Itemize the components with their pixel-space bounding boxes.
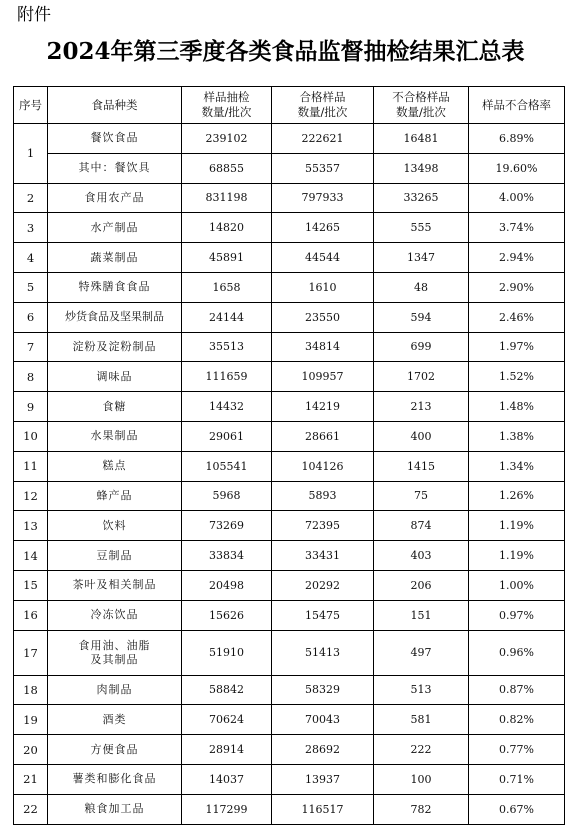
table-row — [14, 705, 565, 735]
row-unqualified: 33265 — [374, 183, 469, 213]
table-row — [14, 451, 565, 481]
table-row — [14, 600, 565, 630]
row-sampled: 29061 — [182, 421, 272, 451]
row-rate: 1.00% — [469, 570, 565, 600]
row-qualified: 33431 — [272, 541, 374, 571]
row-category: 水产制品 — [48, 213, 182, 243]
row-qualified: 44544 — [272, 243, 374, 273]
row-unqualified: 874 — [374, 511, 469, 541]
row-sampled: 51910 — [182, 630, 272, 675]
row-category-line-2: 及其制品 — [90, 652, 139, 666]
row-rate: 1.52% — [469, 362, 565, 392]
row-unqualified: 403 — [374, 541, 469, 571]
table-row — [14, 332, 565, 362]
row-unqualified: 206 — [374, 570, 469, 600]
row-unqualified: 75 — [374, 481, 469, 511]
row-qualified: 14265 — [272, 213, 374, 243]
row-sampled: 105541 — [182, 451, 272, 481]
row-sampled: 24144 — [182, 302, 272, 332]
table-row — [14, 183, 565, 213]
row-index: 2 — [14, 183, 48, 213]
row-index: 11 — [14, 451, 48, 481]
row-rate: 0.71% — [469, 764, 565, 794]
header-sampled-line-2: 数量/批次 — [201, 105, 252, 119]
row-sampled: 5968 — [182, 481, 272, 511]
table-row — [14, 272, 565, 302]
header-category: 食品种类 — [48, 87, 182, 124]
row-sampled: 14432 — [182, 392, 272, 422]
row-sampled: 28914 — [182, 735, 272, 765]
row-index: 4 — [14, 243, 48, 273]
row-unqualified: 48 — [374, 272, 469, 302]
row-index: 3 — [14, 213, 48, 243]
row-qualified: 116517 — [272, 794, 374, 824]
table-row — [14, 570, 565, 600]
row-unqualified: 100 — [374, 764, 469, 794]
table-row — [14, 735, 565, 765]
row-unqualified: 782 — [374, 794, 469, 824]
row-category: 其中：餐饮具 — [48, 153, 182, 183]
row-qualified: 51413 — [272, 630, 374, 675]
row-index: 12 — [14, 481, 48, 511]
table-row — [14, 630, 565, 675]
row-category: 薯类和膨化食品 — [48, 764, 182, 794]
row-qualified: 58329 — [272, 675, 374, 705]
row-rate: 4.00% — [469, 183, 565, 213]
row-sampled: 14037 — [182, 764, 272, 794]
header-index: 序号 — [14, 87, 48, 124]
row-category: 粮食加工品 — [48, 794, 182, 824]
row-index: 1 — [14, 124, 48, 184]
row-category: 食糖 — [48, 392, 182, 422]
row-sampled: 1658 — [182, 272, 272, 302]
row-index: 19 — [14, 705, 48, 735]
row-sampled: 20498 — [182, 570, 272, 600]
header-qualified — [272, 87, 374, 124]
row-sampled: 58842 — [182, 675, 272, 705]
row-category: 饮料 — [48, 511, 182, 541]
header-qualified-line-1: 合格样品 — [299, 90, 346, 104]
row-index: 15 — [14, 570, 48, 600]
row-category-line-1: 食用油、油脂 — [78, 638, 151, 652]
row-category: 食用农产品 — [48, 183, 182, 213]
row-category: 淀粉及淀粉制品 — [48, 332, 182, 362]
row-sampled: 111659 — [182, 362, 272, 392]
row-category: 方便食品 — [48, 735, 182, 765]
table-row — [14, 511, 565, 541]
table-row — [14, 392, 565, 422]
row-rate: 0.96% — [469, 630, 565, 675]
header-unqualified-line-1: 不合格样品 — [392, 90, 450, 104]
row-sampled: 70624 — [182, 705, 272, 735]
header-sampled-line-1: 样品抽检 — [203, 90, 250, 104]
row-category: 餐饮食品 — [48, 124, 182, 154]
row-index: 21 — [14, 764, 48, 794]
row-rate: 2.46% — [469, 302, 565, 332]
row-unqualified: 1347 — [374, 243, 469, 273]
row-qualified: 104126 — [272, 451, 374, 481]
row-index: 22 — [14, 794, 48, 824]
row-unqualified: 151 — [374, 600, 469, 630]
row-index: 17 — [14, 630, 48, 675]
row-qualified: 14219 — [272, 392, 374, 422]
row-sampled: 239102 — [182, 124, 272, 154]
table-row — [14, 243, 565, 273]
row-sampled: 15626 — [182, 600, 272, 630]
table-row — [14, 481, 565, 511]
row-sampled: 35513 — [182, 332, 272, 362]
table-row — [14, 362, 565, 392]
row-category: 豆制品 — [48, 541, 182, 571]
row-index: 20 — [14, 735, 48, 765]
row-qualified: 23550 — [272, 302, 374, 332]
row-index: 14 — [14, 541, 48, 571]
row-unqualified: 13498 — [374, 153, 469, 183]
table-row — [14, 302, 565, 332]
row-unqualified: 213 — [374, 392, 469, 422]
row-category: 蜂产品 — [48, 481, 182, 511]
row-qualified: 72395 — [272, 511, 374, 541]
row-rate: 1.38% — [469, 421, 565, 451]
row-rate: 6.89% — [469, 124, 565, 154]
row-rate: 2.94% — [469, 243, 565, 273]
row-unqualified: 1702 — [374, 362, 469, 392]
inspection-summary-table — [13, 86, 565, 825]
row-qualified: 28661 — [272, 421, 374, 451]
row-index: 8 — [14, 362, 48, 392]
row-rate: 1.34% — [469, 451, 565, 481]
row-sampled: 73269 — [182, 511, 272, 541]
row-index: 10 — [14, 421, 48, 451]
row-category: 特殊膳食食品 — [48, 272, 182, 302]
row-unqualified: 594 — [374, 302, 469, 332]
row-sampled: 14820 — [182, 213, 272, 243]
header-rate: 样品不合格率 — [469, 87, 565, 124]
page-title: 2024年第三季度各类食品监督抽检结果汇总表 — [46, 38, 525, 65]
header-unqualified-line-2: 数量/批次 — [396, 105, 446, 119]
table-row — [14, 213, 565, 243]
row-unqualified: 1415 — [374, 451, 469, 481]
row-rate: 0.82% — [469, 705, 565, 735]
row-sampled: 33834 — [182, 541, 272, 571]
header-sampled — [182, 87, 272, 124]
row-index: 16 — [14, 600, 48, 630]
row-category — [48, 630, 182, 675]
row-qualified: 5893 — [272, 481, 374, 511]
row-category: 糕点 — [48, 451, 182, 481]
row-rate: 0.97% — [469, 600, 565, 630]
row-unqualified: 581 — [374, 705, 469, 735]
table-header-row — [14, 87, 565, 124]
row-category: 调味品 — [48, 362, 182, 392]
row-index: 5 — [14, 272, 48, 302]
row-qualified: 109957 — [272, 362, 374, 392]
row-category: 蔬菜制品 — [48, 243, 182, 273]
table-row — [14, 124, 565, 154]
row-category: 茶叶及相关制品 — [48, 570, 182, 600]
row-qualified: 15475 — [272, 600, 374, 630]
row-unqualified: 400 — [374, 421, 469, 451]
attachment-label: 附件 — [17, 5, 51, 25]
row-rate: 2.90% — [469, 272, 565, 302]
row-unqualified: 699 — [374, 332, 469, 362]
row-rate: 1.19% — [469, 511, 565, 541]
row-unqualified: 497 — [374, 630, 469, 675]
row-sampled: 831198 — [182, 183, 272, 213]
table-row — [14, 675, 565, 705]
row-qualified: 55357 — [272, 153, 374, 183]
table-row — [14, 153, 565, 183]
row-sampled: 45891 — [182, 243, 272, 273]
row-unqualified: 513 — [374, 675, 469, 705]
table-row — [14, 794, 565, 824]
row-rate: 0.77% — [469, 735, 565, 765]
table-row — [14, 541, 565, 571]
row-category: 酒类 — [48, 705, 182, 735]
row-rate: 19.60% — [469, 153, 565, 183]
row-category: 水果制品 — [48, 421, 182, 451]
row-unqualified: 222 — [374, 735, 469, 765]
table-row — [14, 421, 565, 451]
row-qualified: 222621 — [272, 124, 374, 154]
row-qualified: 28692 — [272, 735, 374, 765]
row-category: 肉制品 — [48, 675, 182, 705]
row-qualified: 13937 — [272, 764, 374, 794]
row-rate: 1.26% — [469, 481, 565, 511]
row-index: 13 — [14, 511, 48, 541]
row-category: 炒货食品及坚果制品 — [48, 302, 182, 332]
row-sampled: 68855 — [182, 153, 272, 183]
row-sampled: 117299 — [182, 794, 272, 824]
row-rate: 0.87% — [469, 675, 565, 705]
header-qualified-line-2: 数量/批次 — [297, 105, 348, 119]
row-qualified: 797933 — [272, 183, 374, 213]
row-index: 9 — [14, 392, 48, 422]
row-index: 7 — [14, 332, 48, 362]
row-rate: 1.19% — [469, 541, 565, 571]
row-category: 冷冻饮品 — [48, 600, 182, 630]
row-unqualified: 555 — [374, 213, 469, 243]
row-qualified: 70043 — [272, 705, 374, 735]
row-rate: 0.67% — [469, 794, 565, 824]
table-row — [14, 764, 565, 794]
row-index: 6 — [14, 302, 48, 332]
row-rate: 3.74% — [469, 213, 565, 243]
row-rate: 1.48% — [469, 392, 565, 422]
header-unqualified — [374, 87, 469, 124]
row-qualified: 34814 — [272, 332, 374, 362]
row-unqualified: 16481 — [374, 124, 469, 154]
row-index: 18 — [14, 675, 48, 705]
row-qualified: 1610 — [272, 272, 374, 302]
row-qualified: 20292 — [272, 570, 374, 600]
row-rate: 1.97% — [469, 332, 565, 362]
